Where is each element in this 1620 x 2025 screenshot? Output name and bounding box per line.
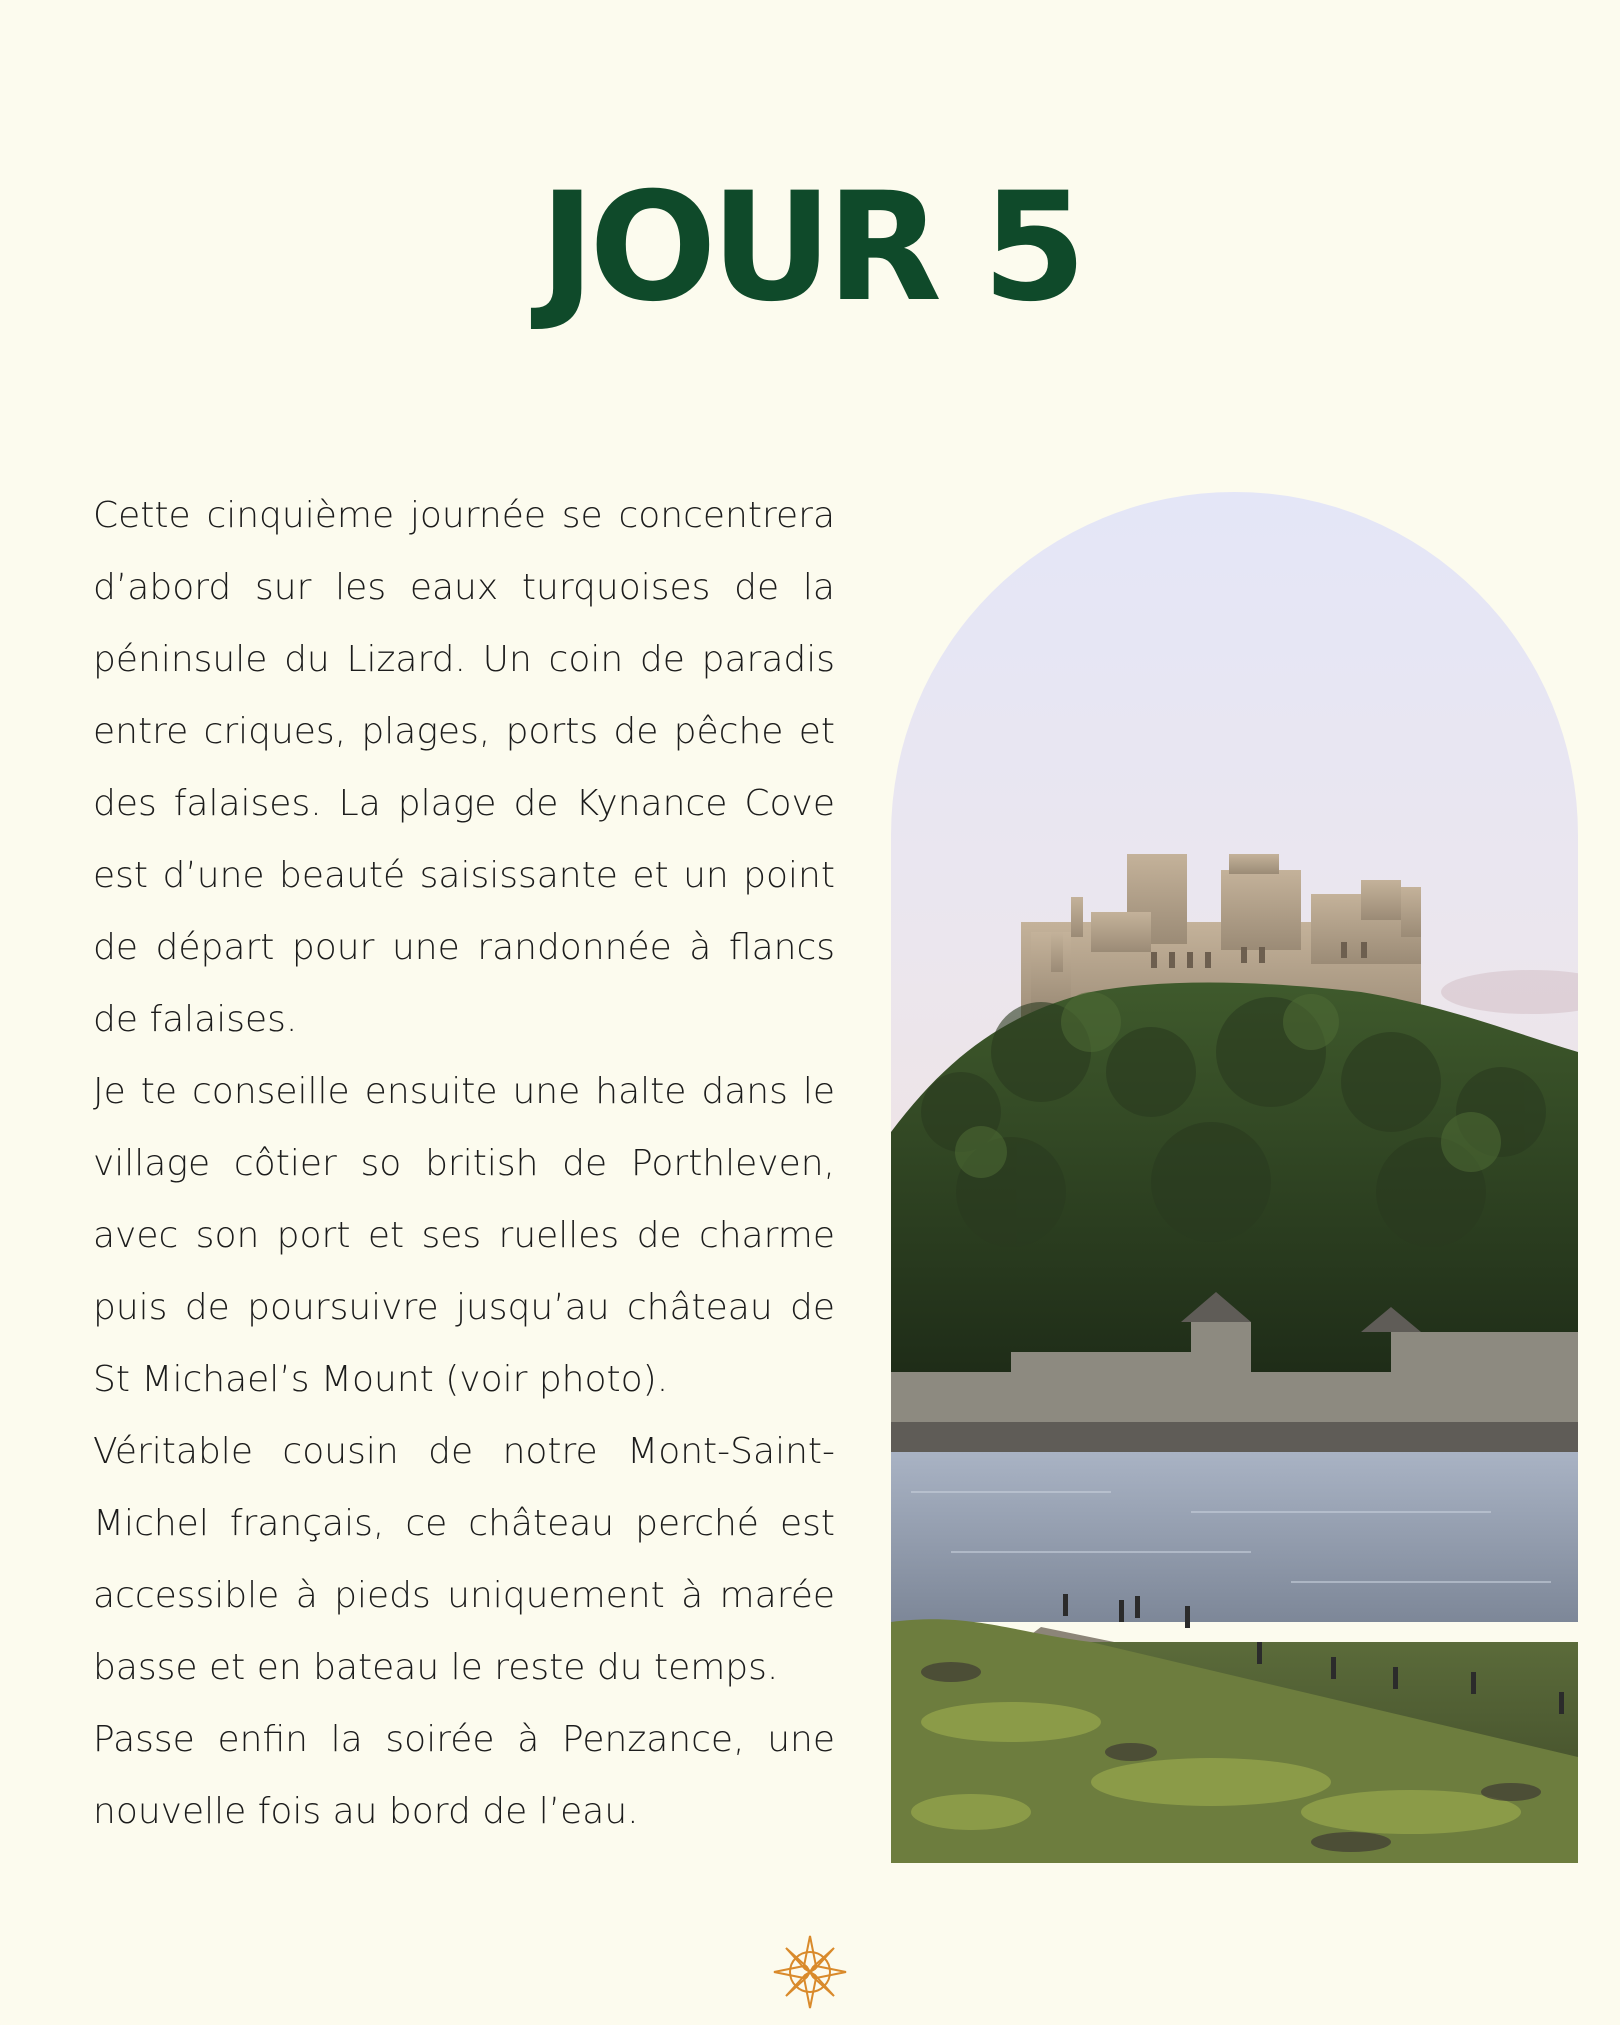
st-michaels-mount-photo <box>891 492 1578 1863</box>
page-title: JOUR 5 <box>539 161 1081 335</box>
paragraph-lizard: Cette cinquième journée se concentrera d’abord sur les eaux turquoises de la péninsule du Lizard. Un coin de paradis entre criques, plages, ports de pêche et des falaises. La plage de Kynance Cove est d’une beauté saisissante et un point de départ pour une randonnée à flancs de falaises. <box>93 495 835 1040</box>
paragraph-porthleven: Je te conseille ensuite une halte dans le village côtier so british de Porthleven, avec son port et ses ruelles de charme puis de poursuivre jusqu’au château de St Michael’s Mount (voir photo). <box>93 1071 835 1400</box>
paragraph-penzance: Passe enfin la soirée à Penzance, une nouvelle fois au bord de l’eau. <box>93 1719 835 1832</box>
body-text <box>93 480 835 1848</box>
paragraph-mont-saint-michel: Véritable cousin de notre Mont-Saint-Michel français, ce château perché est accessible à pieds uniquement à marée basse et en bateau le reste du temps. <box>93 1431 835 1688</box>
compass-rose-icon <box>772 1934 848 2010</box>
